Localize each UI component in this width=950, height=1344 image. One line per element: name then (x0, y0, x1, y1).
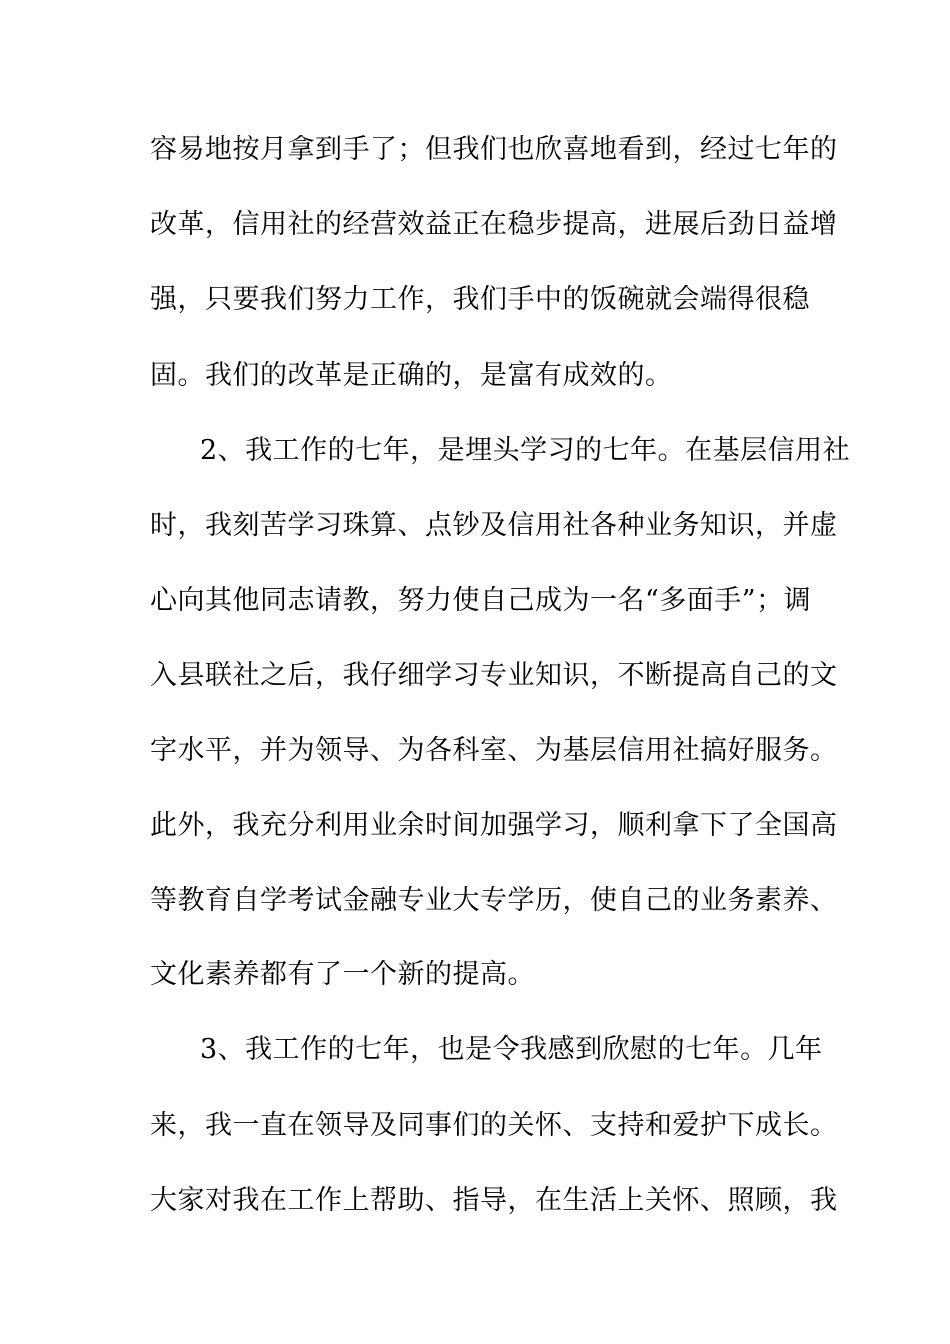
text-line: 心向其他同志请教，努力使自己成为一名“多面手”；调 (150, 585, 812, 616)
text-line: 等教育自学考试金融专业大专学历，使自己的业务素养、 (150, 885, 838, 916)
text-line: 来，我一直在领导及同事们的关怀、支持和爱护下成长。 (150, 1110, 838, 1141)
text-line: 改革，信用社的经营效益正在稳步提高，进展后劲日益增 (150, 209, 838, 240)
text-line: 时，我刻苦学习珠算、点钞及信用社各种业务知识，并虚 (150, 510, 838, 541)
text-line: 大家对我在工作上帮助、指导，在生活上关怀、照顾，我 (150, 1185, 838, 1216)
text-line: 字水平，并为领导、为各科室、为基层信用社搞好服务。 (150, 735, 838, 766)
paragraph-start-line: 2、我工作的七年，是埋头学习的七年。在基层信用社 (200, 435, 851, 466)
paragraph-start-line: 3、我工作的七年，也是令我感到欣慰的七年。几年 (200, 1034, 823, 1065)
text-line: 强，只要我们努力工作，我们手中的饭碗就会端得很稳 (150, 284, 810, 315)
text-line: 入县联社之后，我仔细学习专业知识，不断提高自己的文 (150, 660, 838, 691)
text-line: 固。我们的改革是正确的，是富有成效的。 (150, 360, 673, 391)
text-line: 容易地按月拿到手了；但我们也欣喜地看到，经过七年的 (150, 134, 838, 165)
text-line: 此外，我充分利用业余时间加强学习，顺利拿下了全国高 (150, 810, 838, 841)
text-line: 文化素养都有了一个新的提高。 (150, 959, 535, 990)
